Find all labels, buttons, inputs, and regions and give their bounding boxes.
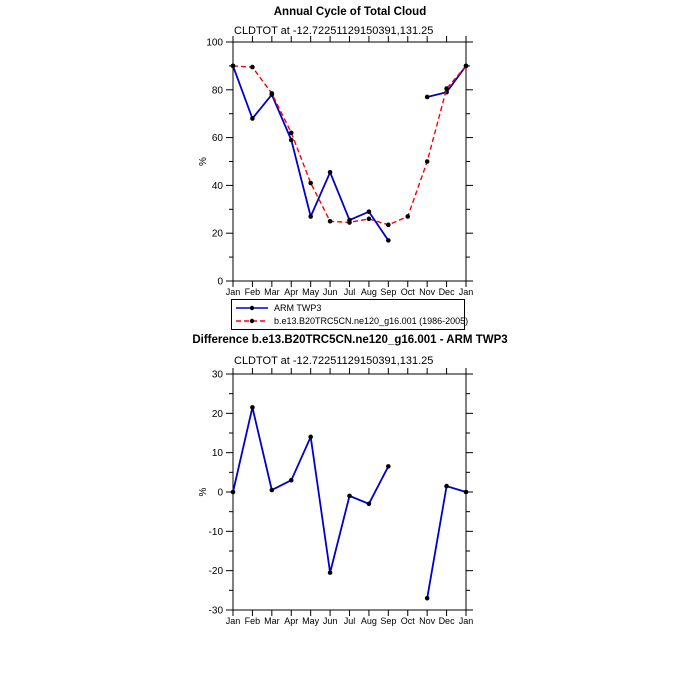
annual-cycle-title: Annual Cycle of Total Cloud <box>273 6 427 18</box>
difference-series-0-marker <box>328 570 333 575</box>
annual-cycle-series-1-marker <box>308 181 313 186</box>
annual-cycle-series-1-marker <box>250 65 255 70</box>
annual-cycle-plot <box>198 36 473 297</box>
y-tick-label: 0 <box>217 487 223 499</box>
difference-plot <box>198 368 473 626</box>
y-tick-label: 20 <box>211 408 223 420</box>
annual-cycle-series-1-marker <box>386 223 391 228</box>
y-tick-label: 20 <box>211 228 223 240</box>
x-tick-label: Sep <box>380 287 397 297</box>
legend-line-sample-obs-icon <box>235 303 269 313</box>
x-tick-label: Feb <box>244 287 261 297</box>
x-tick-label: Dec <box>438 287 455 297</box>
difference-series-0-marker <box>308 435 313 440</box>
annual-cycle-series-0-marker <box>367 209 372 214</box>
difference-series-0-marker <box>425 596 430 601</box>
difference-series-0-marker <box>367 502 372 507</box>
annual-cycle-series-1-marker <box>347 220 352 225</box>
y-tick-label: 30 <box>211 369 223 381</box>
annual-cycle-series-0-marker <box>386 238 391 243</box>
y-tick-label: 40 <box>211 180 223 192</box>
annual-cycle-series-1-marker <box>367 217 372 222</box>
difference-series-0-marker <box>444 484 449 489</box>
y-tick-label: 60 <box>211 133 223 145</box>
y-tick-label: 10 <box>211 448 223 460</box>
annual-cycle-series-0-marker <box>289 138 294 143</box>
x-tick-label: Jul <box>343 616 356 626</box>
x-tick-label: Jan <box>225 287 241 297</box>
annual-cycle-series-0-line <box>233 66 466 241</box>
annual-cycle-series-1-marker <box>425 159 430 164</box>
x-tick-label: Jun <box>322 287 338 297</box>
difference-series-0-marker <box>464 490 469 495</box>
difference-series-0-marker <box>386 464 391 469</box>
y-tick-label: 80 <box>211 85 223 97</box>
x-tick-label: Nov <box>419 616 436 626</box>
x-tick-label: Jul <box>343 287 356 297</box>
annual-cycle-series-1-marker <box>464 64 469 69</box>
difference-series-0-line <box>233 407 466 598</box>
difference-title: Difference b.e13.B20TRC5CN.ne120_g16.001 - ARM TWP3 <box>192 334 508 346</box>
x-tick-label: Jan <box>458 287 474 297</box>
y-tick-label: 0 <box>217 276 223 288</box>
y-tick-label: -20 <box>208 566 223 578</box>
x-tick-label: Oct <box>400 287 415 297</box>
annual-cycle-series-1-marker <box>231 64 236 69</box>
x-tick-label: Mar <box>264 616 280 626</box>
legend-item-model <box>235 315 469 327</box>
annual-cycle-ylabel: % <box>198 157 209 166</box>
x-tick-label: Dec <box>438 616 455 626</box>
x-tick-label: Feb <box>244 616 261 626</box>
difference-series-0-marker <box>270 488 275 493</box>
x-tick-label: Nov <box>419 287 436 297</box>
x-tick-label: Jan <box>225 616 241 626</box>
annual-cycle-series-1-marker <box>289 131 294 136</box>
annual-cycle-series-0-marker <box>425 95 430 100</box>
difference-series-0-marker <box>289 478 294 483</box>
annual-cycle-subtitle: CLDTOT at -12.72251129150391,131.25 <box>234 25 434 37</box>
x-tick-label: Oct <box>400 616 415 626</box>
x-tick-label: Apr <box>284 616 299 626</box>
y-tick-label: -30 <box>208 605 223 617</box>
y-tick-label: -10 <box>208 526 223 538</box>
annual-cycle-series-0-marker <box>308 214 313 219</box>
x-tick-label: Aug <box>360 287 377 297</box>
x-tick-label: May <box>302 287 320 297</box>
x-tick-label: Apr <box>284 287 299 297</box>
legend <box>231 299 469 330</box>
annual-cycle-series-1-line <box>233 66 466 225</box>
x-tick-label: Aug <box>360 616 377 626</box>
x-tick-label: Mar <box>264 287 280 297</box>
difference-series-0-marker <box>231 490 236 495</box>
x-tick-label: Jun <box>322 616 338 626</box>
legend-label-model: b.e13.B20TRC5CN.ne120_g16.001 (1986-2005) <box>274 316 469 326</box>
legend-label-arm-twp3: ARM TWP3 <box>274 303 322 313</box>
difference-series-0-marker <box>250 405 255 410</box>
difference-series-0-marker <box>347 494 352 499</box>
annual-cycle-series-0-marker <box>250 116 255 121</box>
annual-cycle-frame <box>233 42 466 281</box>
annual-cycle-series-1-marker <box>270 91 275 96</box>
x-tick-label: Sep <box>380 616 397 626</box>
annual-cycle-series-1-marker <box>328 219 333 224</box>
y-tick-label: 100 <box>206 37 223 49</box>
difference-ylabel: % <box>198 487 209 497</box>
legend-item-arm-twp3 <box>235 302 461 314</box>
annual-cycle-series-0-marker <box>328 170 333 175</box>
difference-subtitle: CLDTOT at -12.72251129150391,131.25 <box>234 355 434 367</box>
legend-line-sample-model-icon <box>235 316 269 326</box>
annual-cycle-series-1-marker <box>444 86 449 91</box>
x-tick-label: May <box>302 616 320 626</box>
annual-cycle-series-1-marker <box>405 214 410 219</box>
x-tick-label: Jan <box>458 616 474 626</box>
